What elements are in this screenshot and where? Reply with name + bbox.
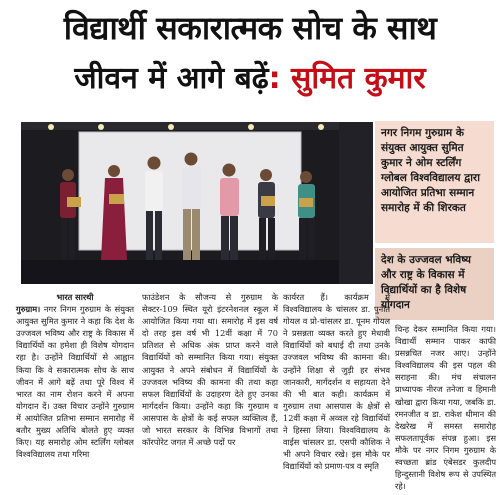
sidebar-panel-1 — [375, 121, 494, 243]
event-photo — [21, 122, 373, 284]
headline-line2 — [0, 54, 500, 104]
article-column-4 — [395, 323, 496, 492]
sidebar-highlights — [375, 121, 494, 311]
event-photo-illustration — [21, 122, 373, 284]
headline-line2-black: जीवन में आगे बढ़ें — [74, 61, 269, 96]
article-column-1 — [16, 291, 134, 460]
article-dateline: गुरुग्राम। — [16, 304, 41, 315]
article-column-2 — [142, 291, 278, 448]
article-column-3 — [283, 291, 390, 472]
article-byline: भारत सारथी — [56, 292, 94, 302]
sidebar-text-1: नगर निगम गुरुग्राम के संयुक्त आयुक्त सुमित कुमार ने ओम स्टर्लिंग ग्लोबल विश्वविद्यालय द्वारा आयोजित प्रतिभा सम्मान समारोह में की शिरकत — [381, 127, 480, 214]
article-col4-text: चिन्ह देकर सम्मानित किया गया। विद्यार्थी सम्मान पाकर काफी प्रसन्नचित नजर आए। उन्होंने विश्वविद्यालय की इस पहल की सराहना की। मंच संचालन प्राध्यापक नीरज तनेजा व हिमानी खोखा द्वारा किया गया, जबकि डा. रमनजीत व डा. राकेश धीमान की देखरेख में समस्त समारोह सफलतापूर्वक संपन्न हुआ। इस मौके पर नगर निगम गुरुग्राम के स्वच्छता ब्रांड एंबेसडर कुलदीप हिन्दुस्तानी विशेष रूप से उपस्थित रहे। — [395, 324, 496, 492]
article-col2-text: फाउंडेशन के सौजन्य से गुरुग्राम के सेक्टर-109 स्थित यूरो इंटरनेशनल स्कूल में आयोजित किया गया था। समारोह में इस वर्ष दो तरह इस वर्ष भी 12वीं कक्षा में 70 प्रतिशत से अधिक अंक प्राप्त करने वाले विद्यार्थियों को सम्मानित किया गया। संयुक्त आयुक्त ने अपने संबोधन में विद्यार्थियों के उज्जवल भविष्य की कामना की तथा कहा सफल विद्यार्थियों के उदाहरण देते हुए उनका मार्गदर्शन किया। उन्होंने कहा कि गुरुग्राम व आसपास के क्षेत्रों के कई सफल व्यक्तित्व हैं, जो भारत सरकार के विभिन्न विभागों तथा कॉरपोरेट जगत में अच्छे पदों पर — [142, 292, 278, 448]
article-col3-text: कार्यरत हैं। कार्यक्रम में विश्वविद्यालय के चांसलर डा. पुनीत गोयल व प्रो-चांसलर डा. पूनम गोयल ने प्रसन्नता व्यक्त करते हुए मेधावी विद्यार्थियों को बधाई दी तथा उनके उज्जवल भविष्य की कामना की। उन्होंने शिक्षा से जुड़ी हर संभव जानकारी, मार्गदर्शन व सहायता देने की भी बात कही। कार्यक्रम में गुरुग्राम तथा आसपास के क्षेत्रों से 12वीं कक्षा में अव्वल रहे विद्यार्थियों ने हिस्सा लिया। विश्वविद्यालय के वाईस चांसलर डा. एसपी कौशिक ने भी अपने विचार रखे। इस मौके पर विद्यार्थियों को प्रमाण-पत्र व स्मृति — [283, 292, 390, 472]
article-col1-text: नगर निगम गुरुग्राम के संयुक्त आयुक्त सुमित कुमार ने कहा कि देश के उज्जवल भविष्य और राष्ट्र के विकास में विद्यार्थियों का हमेशा ही विशेष योगदान रहा है। उन्होंने विद्यार्थियों से आह्वान किया कि वे सकारात्मक सोच के साथ जीवन में आगे बढ़ें तथा पूरे विश्व में भारत का नाम रोशन करने में अपना योगदान दें। उक्त विचार उन्होंने गुरुग्राम में आयोजित प्रतिभा सम्मान समारोह में बतौर मुख्य अतिथि बोलते हुए व्यक्त किए। यह समारोह ओम स्टर्लिंग ग्लोबल विश्वविद्यालय तथा गरिमा — [16, 304, 134, 460]
headline-separator: : — [268, 61, 281, 96]
sidebar-text-2: देश के उज्जवल भविष्य और राष्ट्र के विकास में विद्यार्थियों का है विशेष योगदान — [381, 254, 472, 311]
sidebar-panel-2 — [375, 248, 494, 320]
headline-line1: विद्यार्थी सकारात्मक सोच के साथ — [63, 9, 437, 47]
headline-line2-red: सुमित कुमार — [291, 61, 426, 96]
